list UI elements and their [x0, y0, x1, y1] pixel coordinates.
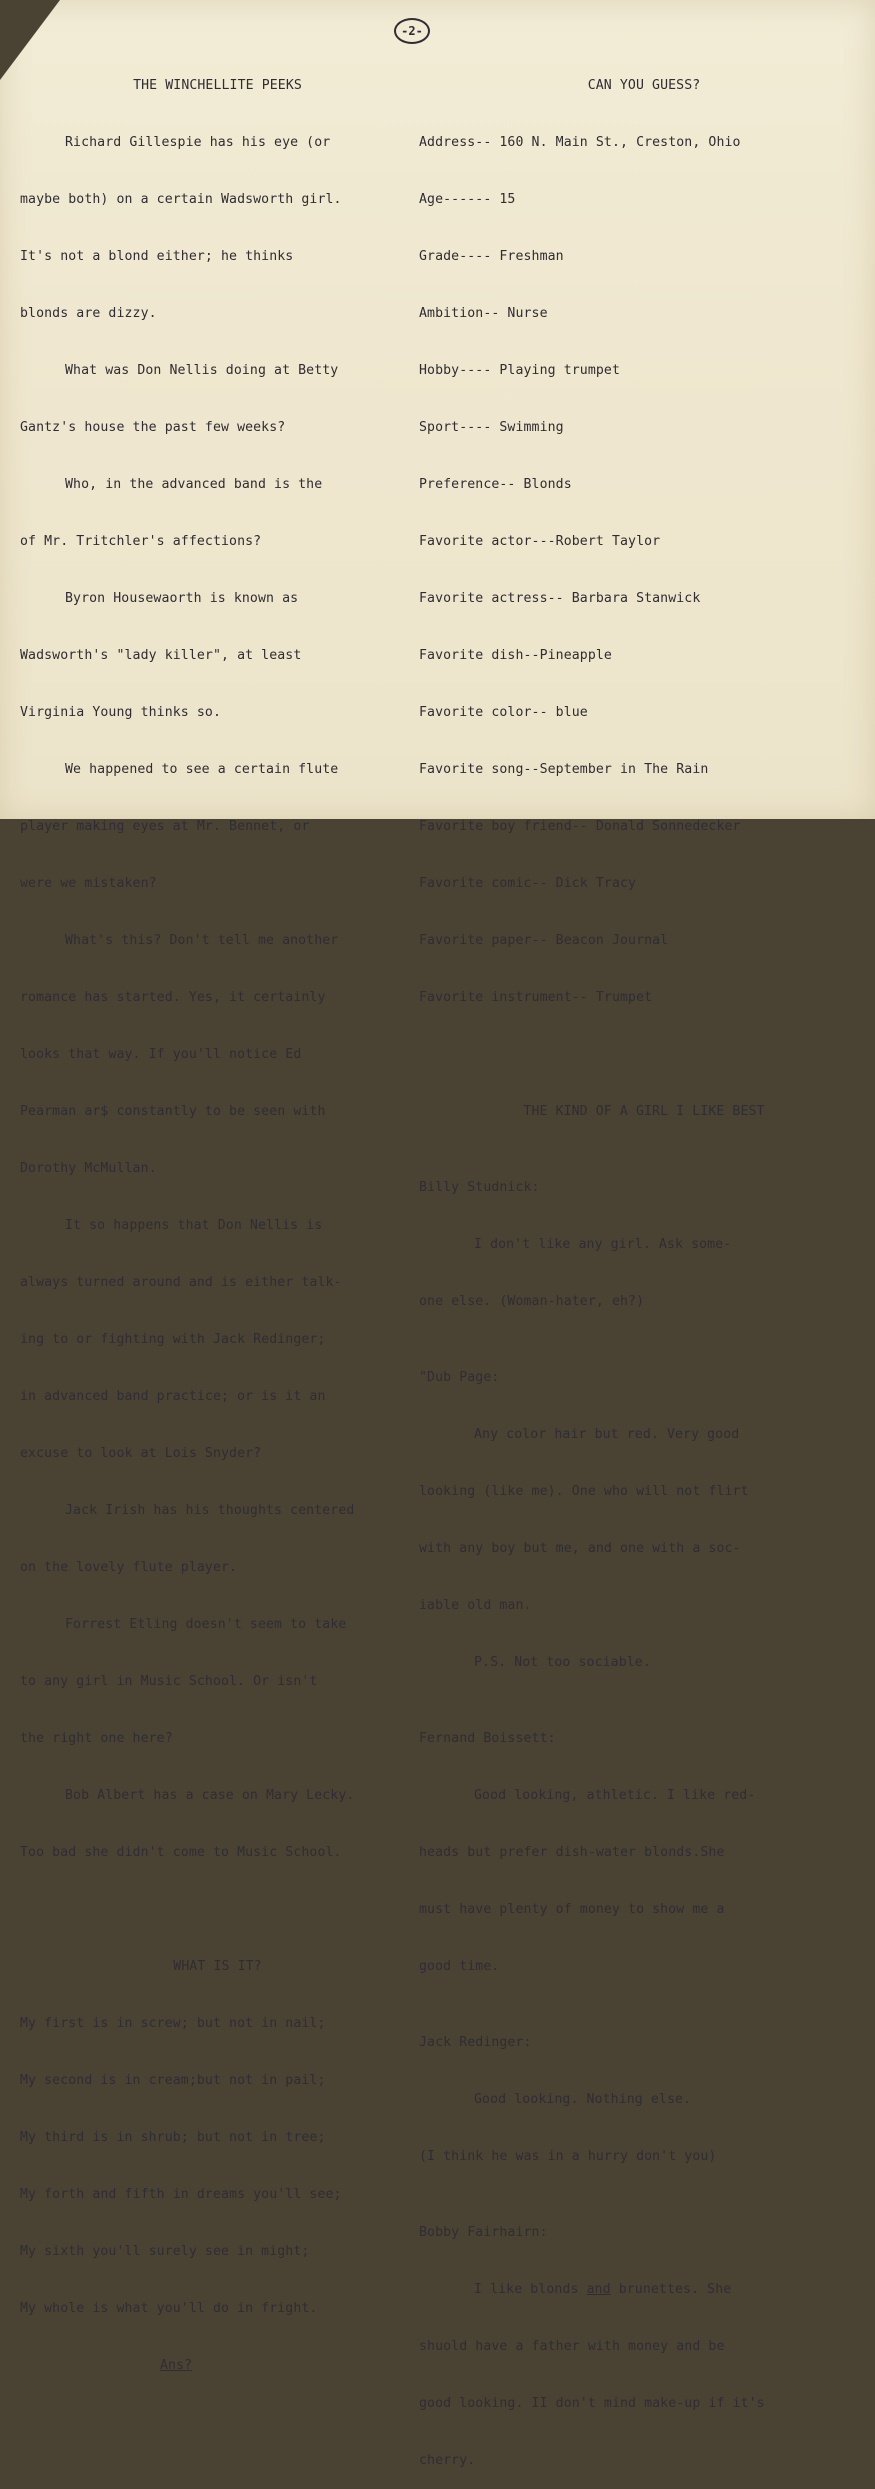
- response-line: cherry.: [419, 2453, 476, 2468]
- page-number: -2-: [394, 18, 430, 44]
- response-text-post: brunettes. She: [610, 2282, 732, 2297]
- article-line: Jack Irish has his thoughts centered: [65, 1503, 355, 1518]
- response-line: Any color hair but red. Very good: [474, 1427, 740, 1442]
- profile-line: Favorite song--September in The Rain: [419, 762, 709, 777]
- response-line: with any boy but me, and one with a soc-: [419, 1541, 741, 1556]
- article-line: Who, in the advanced band is the: [65, 477, 323, 492]
- response-line: I don't like any girl. Ask some-: [474, 1237, 732, 1252]
- profile-line: Preference-- Blonds: [419, 477, 572, 492]
- riddle-line: My whole is what you'll do in fright.: [20, 2301, 318, 2316]
- profile-line: Favorite dish--Pineapple: [419, 648, 612, 663]
- article-line: Byron Housewaorth is known as: [65, 591, 299, 606]
- article-line: in advanced band practice; or is it an: [20, 1389, 326, 1404]
- article-line: maybe both) on a certain Wadsworth girl.: [20, 192, 342, 207]
- article-line: the right one here?: [20, 1731, 173, 1746]
- response-text-pre: I like blonds: [474, 2282, 587, 2297]
- respondent-name: Jack Redinger:: [419, 2035, 532, 2050]
- profile-line: Favorite paper-- Beacon Journal: [419, 933, 669, 948]
- article-line: Bob Albert has a case on Mary Lecky.: [65, 1788, 355, 1803]
- profile-line: Age------ 15: [419, 192, 516, 207]
- response-line: [419, 2280, 869, 2299]
- profile-line: Favorite color-- blue: [419, 705, 588, 720]
- response-line: P.S. Not too sociable.: [474, 1655, 651, 1670]
- article-title-can-you-guess: CAN YOU GUESS?: [587, 78, 701, 93]
- profile-line: Sport---- Swimming: [419, 420, 564, 435]
- response-line: heads but prefer dish-water blonds.She: [419, 1845, 725, 1860]
- article-title-what-is-it: WHAT IS IT?: [173, 1959, 262, 1974]
- response-line: Good looking. Nothing else.: [474, 2092, 692, 2107]
- riddle-line: My sixth you'll surely see in might;: [20, 2244, 310, 2259]
- article-line: It's not a blond either; he thinks: [20, 249, 294, 264]
- article-line: blonds are dizzy.: [20, 306, 157, 321]
- article-line: Richard Gillespie has his eye (or: [65, 135, 331, 150]
- article-line: What was Don Nellis doing at Betty: [65, 363, 339, 378]
- article-line: Dorothy McMullan.: [20, 1161, 157, 1176]
- spacer: [20, 1900, 415, 1919]
- profile-line: Ambition-- Nurse: [419, 306, 548, 321]
- profile-line: Favorite instrument-- Trumpet: [419, 990, 653, 1005]
- article-line: on the lovely flute player.: [20, 1560, 238, 1575]
- profile-line: Favorite actress-- Barbara Stanwick: [419, 591, 701, 606]
- article-line: player making eyes at Mr. Bennet, or: [20, 819, 310, 834]
- response-line: one else. (Woman-hater, eh?): [419, 1294, 645, 1309]
- article-line: ing to or fighting with Jack Redinger;: [20, 1332, 326, 1347]
- profile-line: Favorite actor---Robert Taylor: [419, 534, 661, 549]
- riddle-line: My first is in screw; but not in nail;: [20, 2016, 326, 2031]
- article-title-kind-of-girl: THE KIND OF A GIRL I LIKE BEST: [523, 1104, 765, 1119]
- profile-line: Favorite boy friend-- Donald Sonnedecker: [419, 819, 741, 834]
- article-line: Too bad she didn't come to Music School.: [20, 1845, 342, 1860]
- response-line: good time.: [419, 1959, 500, 1974]
- respondent-name: "Dub Page:: [419, 1370, 500, 1385]
- article-line: of Mr. Tritchler's affections?: [20, 534, 262, 549]
- article-line: We happened to see a certain flute: [65, 762, 339, 777]
- response-line: (I think he was in a hurry don't you): [419, 2149, 717, 2164]
- article-line: were we mistaken?: [20, 876, 157, 891]
- respondent-name: Billy Studnick:: [419, 1180, 540, 1195]
- riddle-line: My third is in shrub; but not in tree;: [20, 2130, 326, 2145]
- profile-line: Hobby---- Playing trumpet: [419, 363, 620, 378]
- article-line: What's this? Don't tell me another: [65, 933, 339, 948]
- riddle-line: My second is in cream;but not in pail;: [20, 2073, 326, 2088]
- profile-line: Address-- 160 N. Main St., Creston, Ohio: [419, 135, 741, 150]
- riddle-answer: Ans?: [160, 2358, 193, 2373]
- article-title-winchellite-peeks: THE WINCHELLITE PEEKS: [133, 78, 302, 93]
- response-line: iable old man.: [419, 1598, 532, 1613]
- profile-line: Favorite comic-- Dick Tracy: [419, 876, 637, 891]
- article-line: Wadsworth's "lady killer", at least: [20, 648, 302, 663]
- article-line: excuse to look at Lois Snyder?: [20, 1446, 262, 1461]
- article-line: Gantz's house the past few weeks?: [20, 420, 286, 435]
- right-column: [419, 38, 869, 2489]
- article-line: always turned around and is either talk-: [20, 1275, 342, 1290]
- response-line: must have plenty of money to show me a: [419, 1902, 725, 1917]
- respondent-name: Fernand Boissett:: [419, 1731, 556, 1746]
- article-line: Forrest Etling doesn't seem to take: [65, 1617, 347, 1632]
- article-line: romance has started. Yes, it certainly: [20, 990, 326, 1005]
- response-line: shuold have a father with money and be: [419, 2339, 725, 2354]
- left-column: [20, 38, 415, 2394]
- respondent-name: Bobby Fairhairn:: [419, 2225, 548, 2240]
- article-line: to any girl in Music School. Or isn't: [20, 1674, 318, 1689]
- response-text-underlined: and: [586, 2282, 611, 2297]
- riddle-line: My forth and fifth in dreams you'll see;: [20, 2187, 342, 2202]
- response-line: Good looking, athletic. I like red-: [474, 1788, 756, 1803]
- article-line: It so happens that Don Nellis is: [65, 1218, 323, 1233]
- response-line: good looking. II don't mind make-up if it's: [419, 2396, 765, 2411]
- article-line: Virginia Young thinks so.: [20, 705, 221, 720]
- article-line: Pearman ar$ constantly to be seen with: [20, 1104, 326, 1119]
- response-line: looking (like me). One who will not flirt: [419, 1484, 749, 1499]
- article-line: looks that way. If you'll notice Ed: [20, 1047, 302, 1062]
- spacer: [419, 1045, 869, 1064]
- profile-line: Grade---- Freshman: [419, 249, 564, 264]
